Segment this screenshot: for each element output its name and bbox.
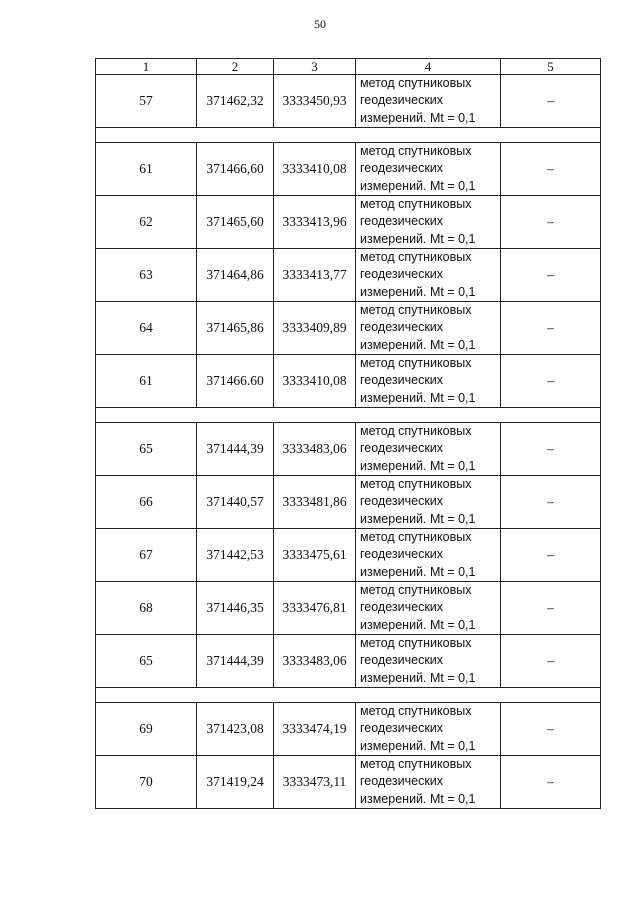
note-cell: – [501,143,601,196]
x-coordinate-cell: 371440,57 [197,476,274,529]
y-coordinate-cell: 3333410,08 [274,143,356,196]
method-text-line: измерений. Mt = 0,1 [360,738,476,753]
method-text-line: измерений. Mt = 0,1 [360,178,476,193]
table-row [96,75,601,128]
method-cell [356,703,501,756]
method-text-line: геодезических [360,320,444,335]
x-coordinate-cell: 371423,08 [197,703,274,756]
method-text-line: измерений. Mt = 0,1 [360,231,476,246]
table-row [96,703,601,756]
y-coordinate-cell: 3333450,93 [274,75,356,128]
note-cell: – [501,635,601,688]
table-header-row [96,59,601,75]
method-text-line: метод спутниковых [360,144,472,159]
point-number-cell: 64 [96,302,197,355]
y-coordinate-cell: 3333481,86 [274,476,356,529]
x-coordinate-cell: 371465,60 [197,196,274,249]
note-cell: – [501,476,601,529]
method-cell [356,143,501,196]
header-cell-1: 1 [96,59,197,75]
method-text-line: метод спутниковых [360,303,472,318]
y-coordinate-cell: 3333483,06 [274,635,356,688]
point-number-cell: 67 [96,529,197,582]
method-text-line: метод спутниковых [360,636,472,651]
method-text-line: измерений. Mt = 0,1 [360,564,476,579]
table-row [96,423,601,476]
table-row [96,756,601,809]
note-cell: – [501,75,601,128]
method-text-line: геодезических [360,267,444,282]
method-text-line: геодезических [360,774,444,789]
method-text-line: геодезических [360,161,444,176]
method-text-line: геодезических [360,373,444,388]
method-text-line: метод спутниковых [360,704,472,719]
y-coordinate-cell: 3333413,77 [274,249,356,302]
method-text-line: геодезических [360,600,444,615]
method-text-line: метод спутниковых [360,583,472,598]
method-cell [356,249,501,302]
point-number-cell: 61 [96,355,197,408]
method-text-line: измерений. Mt = 0,1 [360,458,476,473]
method-text-line: метод спутниковых [360,197,472,212]
note-cell: – [501,302,601,355]
table-body [96,59,601,809]
y-coordinate-cell: 3333474,19 [274,703,356,756]
x-coordinate-cell: 371466,60 [197,143,274,196]
method-cell [356,529,501,582]
point-number-cell: 70 [96,756,197,809]
y-coordinate-cell: 3333409,89 [274,302,356,355]
method-text-line: метод спутниковых [360,757,472,772]
point-number-cell: 57 [96,75,197,128]
method-text-line: геодезических [360,441,444,456]
method-text-line: геодезических [360,653,444,668]
method-text-line: измерений. Mt = 0,1 [360,511,476,526]
y-coordinate-cell: 3333410,08 [274,355,356,408]
method-text-line: измерений. Mt = 0,1 [360,390,476,405]
method-cell [356,756,501,809]
y-coordinate-cell: 3333473,11 [274,756,356,809]
y-coordinate-cell: 3333413,96 [274,196,356,249]
x-coordinate-cell: 371444,39 [197,423,274,476]
point-number-cell: 69 [96,703,197,756]
method-text-line: измерений. Mt = 0,1 [360,617,476,632]
coordinates-table [95,58,601,809]
method-cell [356,423,501,476]
point-number-cell: 66 [96,476,197,529]
x-coordinate-cell: 371465,86 [197,302,274,355]
y-coordinate-cell: 3333483,06 [274,423,356,476]
header-cell-3: 3 [274,59,356,75]
table-separator-row [96,128,601,143]
method-cell [356,355,501,408]
x-coordinate-cell: 371444,39 [197,635,274,688]
method-text-line: метод спутниковых [360,250,472,265]
separator-cell [96,128,601,143]
x-coordinate-cell: 371419,24 [197,756,274,809]
method-text-line: измерений. Mt = 0,1 [360,791,476,806]
method-text-line: измерений. Mt = 0,1 [360,670,476,685]
table-row [96,582,601,635]
method-text-line: метод спутниковых [360,356,472,371]
header-cell-4: 4 [356,59,501,75]
note-cell: – [501,582,601,635]
table-row [96,529,601,582]
method-text-line: геодезических [360,547,444,562]
point-number-cell: 65 [96,635,197,688]
method-cell [356,75,501,128]
y-coordinate-cell: 3333475,61 [274,529,356,582]
note-cell: – [501,423,601,476]
method-text-line: метод спутниковых [360,424,472,439]
table-row [96,476,601,529]
note-cell: – [501,355,601,408]
method-cell [356,196,501,249]
method-text-line: метод спутниковых [360,76,472,91]
note-cell: – [501,196,601,249]
x-coordinate-cell: 371446,35 [197,582,274,635]
page-number: 50 [314,17,326,31]
x-coordinate-cell: 371464,86 [197,249,274,302]
note-cell: – [501,756,601,809]
method-cell [356,302,501,355]
note-cell: – [501,529,601,582]
method-text-line: измерений. Mt = 0,1 [360,337,476,352]
note-cell: – [501,703,601,756]
x-coordinate-cell: 371466.60 [197,355,274,408]
method-text-line: геодезических [360,93,444,108]
method-text-line: измерений. Mt = 0,1 [360,110,476,125]
note-cell: – [501,249,601,302]
method-text-line: геодезических [360,721,444,736]
point-number-cell: 61 [96,143,197,196]
method-cell [356,582,501,635]
separator-cell [96,408,601,423]
point-number-cell: 63 [96,249,197,302]
separator-cell [96,688,601,703]
table-row [96,143,601,196]
method-text-line: метод спутниковых [360,530,472,545]
y-coordinate-cell: 3333476,81 [274,582,356,635]
x-coordinate-cell: 371442,53 [197,529,274,582]
method-cell [356,635,501,688]
table-row [96,196,601,249]
method-text-line: измерений. Mt = 0,1 [360,284,476,299]
table-row [96,635,601,688]
header-cell-5: 5 [501,59,601,75]
point-number-cell: 62 [96,196,197,249]
table-row [96,302,601,355]
table-row [96,355,601,408]
method-text-line: геодезических [360,494,444,509]
table-separator-row [96,408,601,423]
point-number-cell: 68 [96,582,197,635]
method-text-line: геодезических [360,214,444,229]
table-row [96,249,601,302]
x-coordinate-cell: 371462,32 [197,75,274,128]
header-cell-2: 2 [197,59,274,75]
table-separator-row [96,688,601,703]
method-text-line: метод спутниковых [360,477,472,492]
method-cell [356,476,501,529]
point-number-cell: 65 [96,423,197,476]
